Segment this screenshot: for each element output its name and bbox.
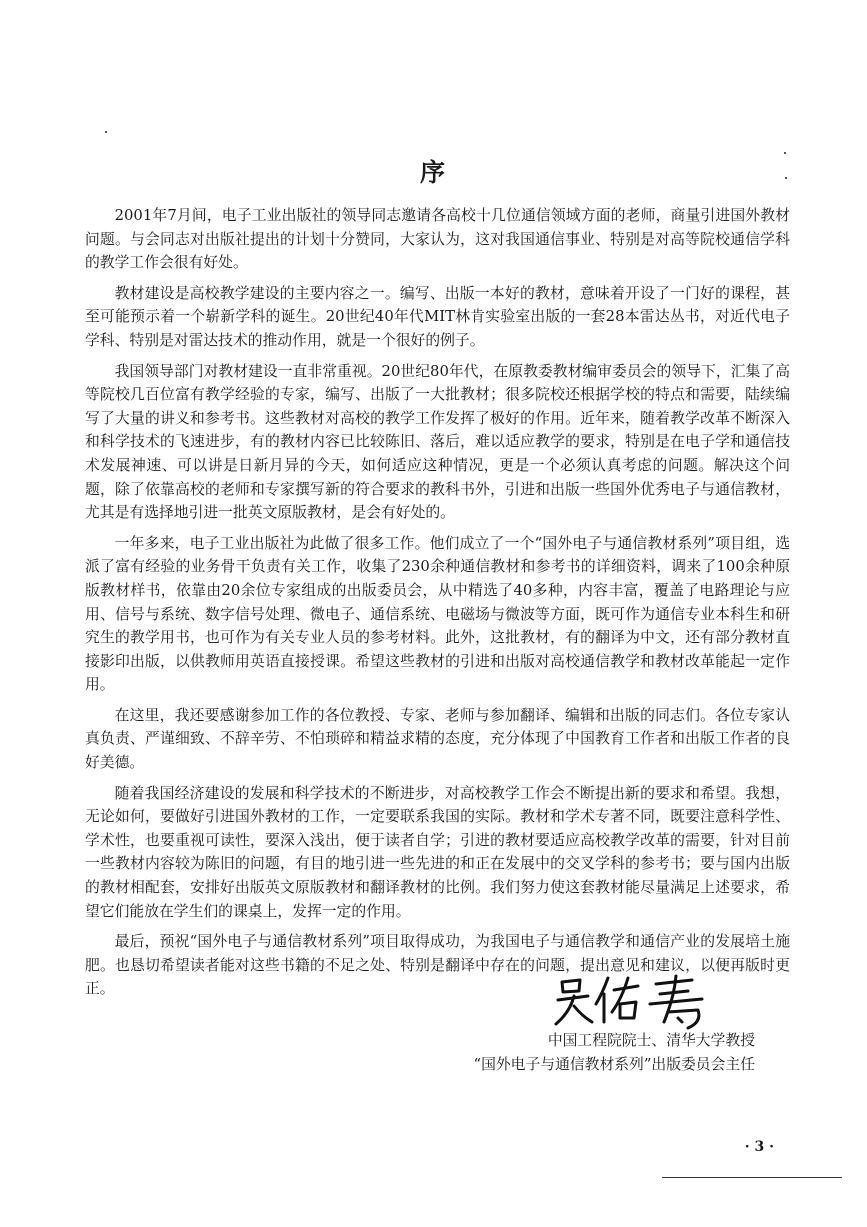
scan-speck: [784, 152, 786, 154]
paragraph: 一年多来，电子工业出版社为此做了很多工作。他们成立了一个“国外电子与通信教材系列”项目组，选派了富有经验的业务骨干负责有关工作，收集了230余种通信教材和参考书的详细资料，调来了100余种原版教材样书，依靠由20余位专家组成的出版委员会，从中精选了40多种，内容丰富，覆盖了电路理论与应用、信号与系统、数字信号处理、微电子、通信系统、电磁场与微波等方面，既可作为通信专业本科生和研究生的教学用书，也可作为有关专业人员的参考材料。此外，这批教材，有的翻译为中文，还有部分教材直接影印出版，以供教师用英语直接授课。希望这些教材的引进和出版对高校通信教学和教材改革能起一定作用。: [85, 534, 790, 694]
paragraph: 我国领导部门对教材建设一直非常重视。20世纪80年代，在原教委教材编审委员会的领导下，汇集了高等院校几百位富有教学经验的专家，编写、出版了一大批教材；很多院校还根据学校的特点和需要，陆续编写了大量的讲义和参考书。这些教材对高校的教学工作发挥了极好的作用。近年来，随着教学改革不断深入和科学技术的飞速进步，有的教材内容已比较陈旧、落后，难以适应教学的要求，特别是在电子学和通信技术发展神速、可以讲是日新月异的今天，如何适应这种情况，更是一个必须认真考虑的问题。解决这个问题，除了依靠高校的老师和专家撰写新的符合要求的教科书外，引进和出版一些国外优秀电子与通信教材，尤其是有选择地引进一批英文原版教材，是会有好处的。: [85, 362, 790, 522]
paragraph: 教材建设是高校教学建设的主要内容之一。编写、出版一本好的教材，意味着开设了一门好的课程，甚至可能预示着一个崭新学科的诞生。20世纪40年代MIT林肯实验室出版的一套28本雷达丛书，对近代电子学科、特别是对雷达技术的推动作用，就是一个很好的例子。: [85, 284, 790, 349]
page-title: 序: [419, 157, 447, 187]
page-number: · 3 ·: [744, 1139, 774, 1155]
paragraph: 在这里，我还要感谢参加工作的各位教授、专家、老师与参加翻译、编辑和出版的同志们。各位专家认真负责、严谨细致、不辞辛劳、不怕琐碎和精益求精的态度，充分体现了中国教育工作者和出版工作者的良好美德。: [85, 706, 790, 772]
preface-body: [85, 204, 790, 1008]
paragraph: 最后，预祝“国外电子与通信教材系列”项目取得成功，为我国电子与通信教学和通信产业的发展培土施肥。也恳切希望读者能对这些书籍的不足之处、特别是翻译中存在的问题，提出意见和建议，以便再版时更正。: [85, 933, 790, 998]
paragraph: 随着我国经济建设的发展和科学技术的不断进步，对高校教学工作会不断提出新的要求和希望。我想，无论如何，要做好引进国外教材的工作，一定要联系我国的实际。教材和学术专著不同，既要注意科学性、学术性，也要重视可读性，要深入浅出，便于读者自学；引进的教材要适应高校教学改革的需要，针对目前一些教材内容较为陈旧的问题，有目的地引进一些先进的和正在发展中的交叉学科的参考书；要与国内出版的教材相配套，安排好出版英文原版教材和翻译教材的比例。我们努力使这套教材能尽量满足上述要求，希望它们能放在学生们的课桌上，发挥一定的作用。: [85, 784, 790, 920]
signature-committee-line: “国外电子与通信教材系列”出版委员会主任: [473, 1056, 755, 1073]
footer-rule: [662, 1177, 842, 1178]
scan-speck: [105, 131, 107, 133]
signature-title-line: 中国工程院院士、清华大学教授: [547, 1032, 755, 1049]
paragraph: 2001年7月间，电子工业出版社的领导同志邀请各高校十几位通信领域方面的老师，商量引进国外教材问题。与会同志对出版社提出的计划十分赞同，大家认为，这对我国通信事业、特别是对高等院校通信学科的教学工作会很有好处。: [85, 207, 790, 272]
signature-strokes: [552, 972, 712, 1032]
handwritten-signature: [552, 972, 712, 1032]
